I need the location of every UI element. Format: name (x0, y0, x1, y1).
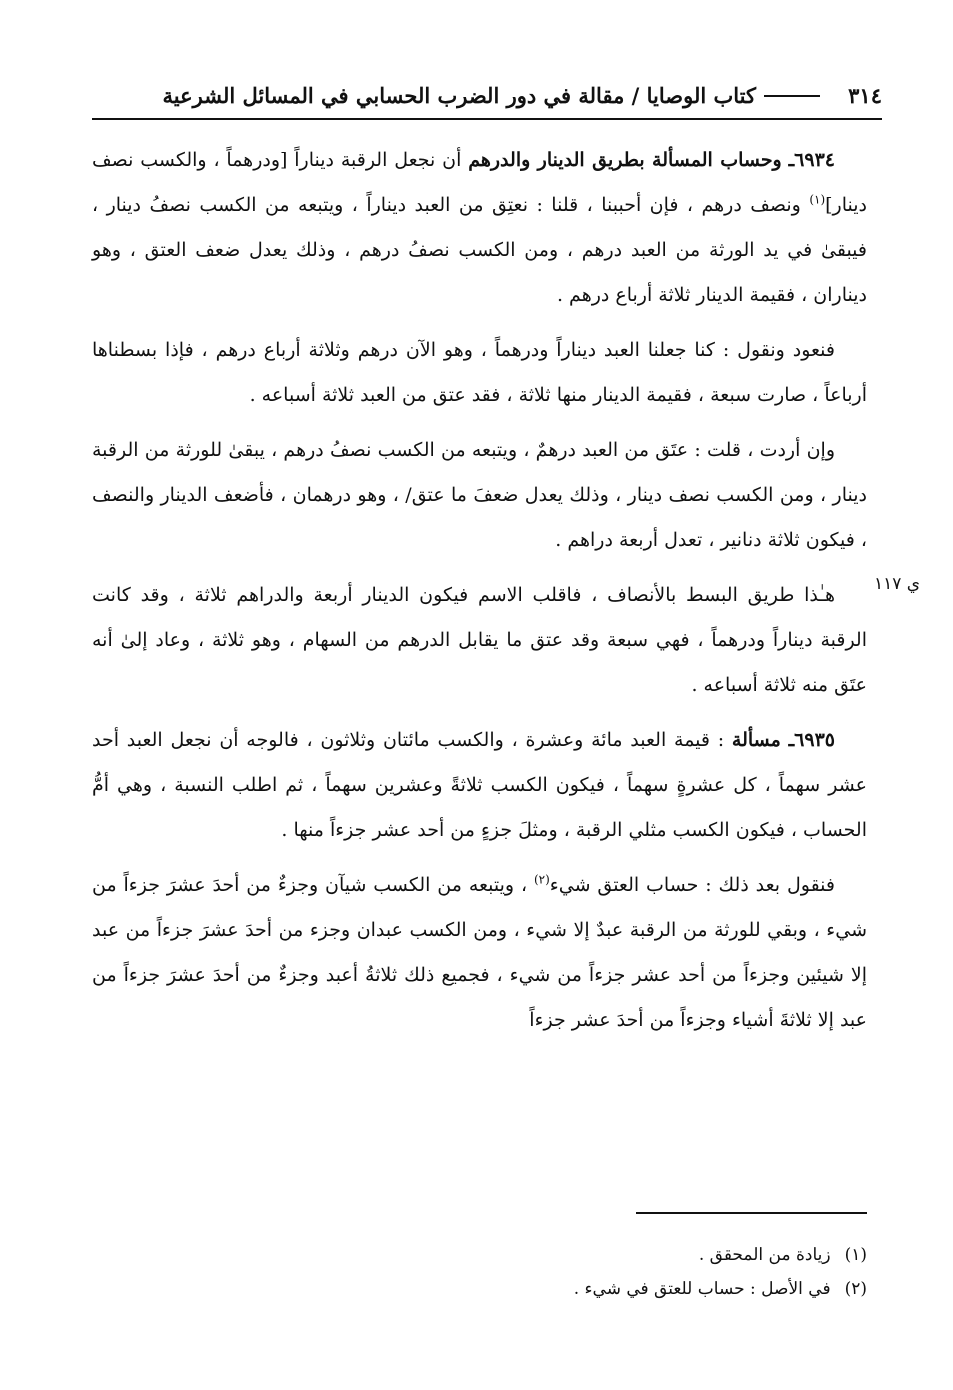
paragraph: فنعود ونقول : كنا جعلنا العبد ديناراً ودرهماً ، وهو الآن درهم وثلاثة أرباع درهم ، فإذا بسطناها أرباعاً ، صارت سبعة ، فقيمة الدينار منها ثلاثة ، فقد عتق من العبد ثلاثة أسباعه . (92, 339, 867, 406)
footnotes (92, 1238, 867, 1306)
header-rule (92, 118, 882, 120)
footnote-text: زيادة من المحقق . (698, 1245, 831, 1265)
paragraph-number: ٦٩٣٤ـ (788, 149, 835, 171)
footnote-ref: (٢) (533, 872, 550, 887)
paragraph-number: ٦٩٣٥ـ (788, 729, 835, 751)
paragraph-text: ونصف درهم ، فإن أحببنا ، قلنا : نعتِق من العبد ديناراً ، ويتبعه من الكسب نصفُ دينار ، فيبقىٰ في يد الورثة من العبد درهم ، ومن الكسب نصفُ درهم ، وذلك يعدل ضعف العتق ، وهو ديناران ، فقيمة الدينار ثلاثة أرباع درهم . (92, 194, 867, 306)
paragraph-text: فنقول بعد ذلك : حساب العتق شيء (549, 874, 835, 896)
paragraph-text: ، ويتبعه من الكسب شيآن وجزءٌ من أحدَ عشرَ جزءاً من شيء ، وبقي للورثة من الرقبة عبدٌ إلا شيء ، ومن الكسب عبدان وجزء من أحدَ عشرَ جزءاً من عبد إلا شيئين وجزءاً من أحد عشر جزءاً من شيء ، فجميع ذلك ثلاثةُ أعبد وجزءٌ من أحدَ عشرَ جزءاً من عبد إلا ثلاثةَ أشياء وجزءاً من أحدَ عشر جزءاً (92, 874, 867, 1031)
paragraph-text: أن نجعل الرقبة ديناراً [ودرهماً ، والكسب نصف دينار] (92, 149, 867, 216)
paragraph-text: : قيمة العبد مائة وعشرة ، والكسب مائتان وثلاثون ، فالوجه أن نجعل العبد أحد عشر سهماً ، كل عشرةٍ سهماً ، فيكون الكسب ثلاثةً وعشرين سهماً ، ثم اطلب النسبة ، وهي أمُّ الحساب ، فيكون الكسب مثلي الرقبة ، ومثلَ جزءٍ من أحد عشر جزءاً منها . (92, 729, 867, 841)
paragraph: هـٰذا طريق البسط بالأنصاف ، فاقلب الاسم فيكون الدينار أربعة والدراهم ثلاثة ، وقد كانت الرقبة ديناراً ودرهماً ، فهي سبعة وقد عتق ما يقابل الدرهم من السهام ، وهو ثلاثة ، وعاد إلىٰ أنه عتَق منه ثلاثة أسباعه . (92, 584, 867, 696)
footnote-ref: (١) (809, 192, 826, 207)
margin-page-reference: ي ١١٧ (874, 574, 921, 594)
footnote-1 (92, 1238, 867, 1272)
footnote-rule (636, 1212, 867, 1214)
page-number: ٣١٤ (848, 83, 882, 108)
footnote-2 (92, 1272, 867, 1306)
paragraph-lead: مسألة (731, 729, 781, 751)
running-title: كتاب الوصايا / مقالة في دور الضرب الحسابي في المسائل الشرعية (162, 83, 756, 108)
footnote-mark: (١) (844, 1245, 867, 1265)
paragraph (92, 863, 867, 1043)
main-text (92, 138, 867, 1053)
paragraph-lead: وحساب المسألة بطريق الدينار والدرهم (468, 149, 782, 171)
footnote-mark: (٢) (844, 1279, 867, 1299)
header-dash (764, 95, 820, 97)
running-header (92, 76, 882, 116)
paragraph-6934 (92, 138, 867, 318)
footnote-text: في الأصل : حساب للعتق في شيء . (573, 1279, 831, 1299)
paragraph-6935 (92, 718, 867, 853)
paragraph: وإن أردت ، قلت : عتَق من العبد درهمٌ ، ويتبعه من الكسب نصفُ درهم ، يبقىٰ للورثة من الرقبة دينار ، ومن الكسب نصف دينار ، وذلك يعدل ضعفَ ما عتق/ ، وهو درهمان ، فأضعف الدينار والنصف ، فيكون ثلاثة دنانير ، تعدل أربعة دراهم . (92, 439, 867, 551)
